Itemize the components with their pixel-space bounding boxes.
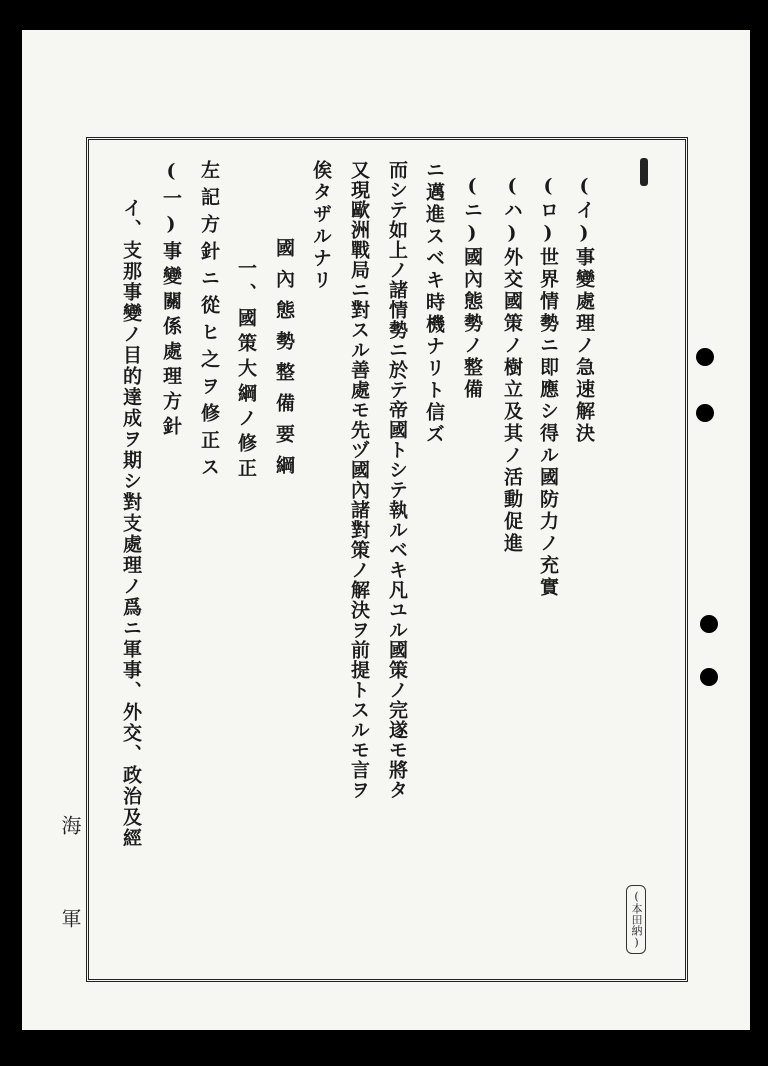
text-column-11: 左記方針ニ從ヒ之ヲ修正ス: [198, 160, 220, 484]
text-column-13: イ、支那事變ノ目的達成ヲ期シ對支處理ノ爲ニ軍事、外交、政治及經: [120, 198, 142, 849]
text-column-10: 一、國策大綱ノ修正: [235, 258, 257, 483]
section-heading: 國內態勢整備要綱: [273, 238, 295, 486]
text-column-12: (一)事變關係處理方針: [160, 160, 182, 441]
text-column-6: 而シテ如上ノ諸情勢ニ於テ帝國トシテ執ルベキ凡ユル國策ノ完遂モ將タ: [386, 160, 408, 800]
binding-hole: [700, 668, 718, 686]
text-column-3: (ハ)外交國策ノ樹立及其ノ活動促進: [501, 175, 523, 555]
binding-mark: [640, 158, 648, 186]
margin-label-top: 海: [58, 815, 82, 835]
text-column-8: 俟タザルナリ: [310, 160, 332, 292]
text-column-5: ニ邁進スベキ時機ナリト信ズ: [423, 160, 445, 446]
text-column-1: (イ)事變處理ノ急速解決: [573, 175, 595, 445]
ownership-stamp: (本田納): [626, 885, 646, 954]
text-column-7: 又現歐洲戰局ニ對スル善處モ先ヅ國內諸對策ノ解決ヲ前提トスルモ言ヲ: [348, 160, 370, 800]
binding-hole: [696, 348, 714, 366]
binding-hole: [700, 615, 718, 633]
text-column-4: (ニ)國內態勢ノ整備: [461, 175, 483, 401]
margin-label-bottom: 軍: [58, 908, 82, 928]
binding-hole: [696, 404, 714, 422]
text-column-2: (ロ)世界情勢ニ即應シ得ル國防力ノ充實: [537, 175, 559, 599]
